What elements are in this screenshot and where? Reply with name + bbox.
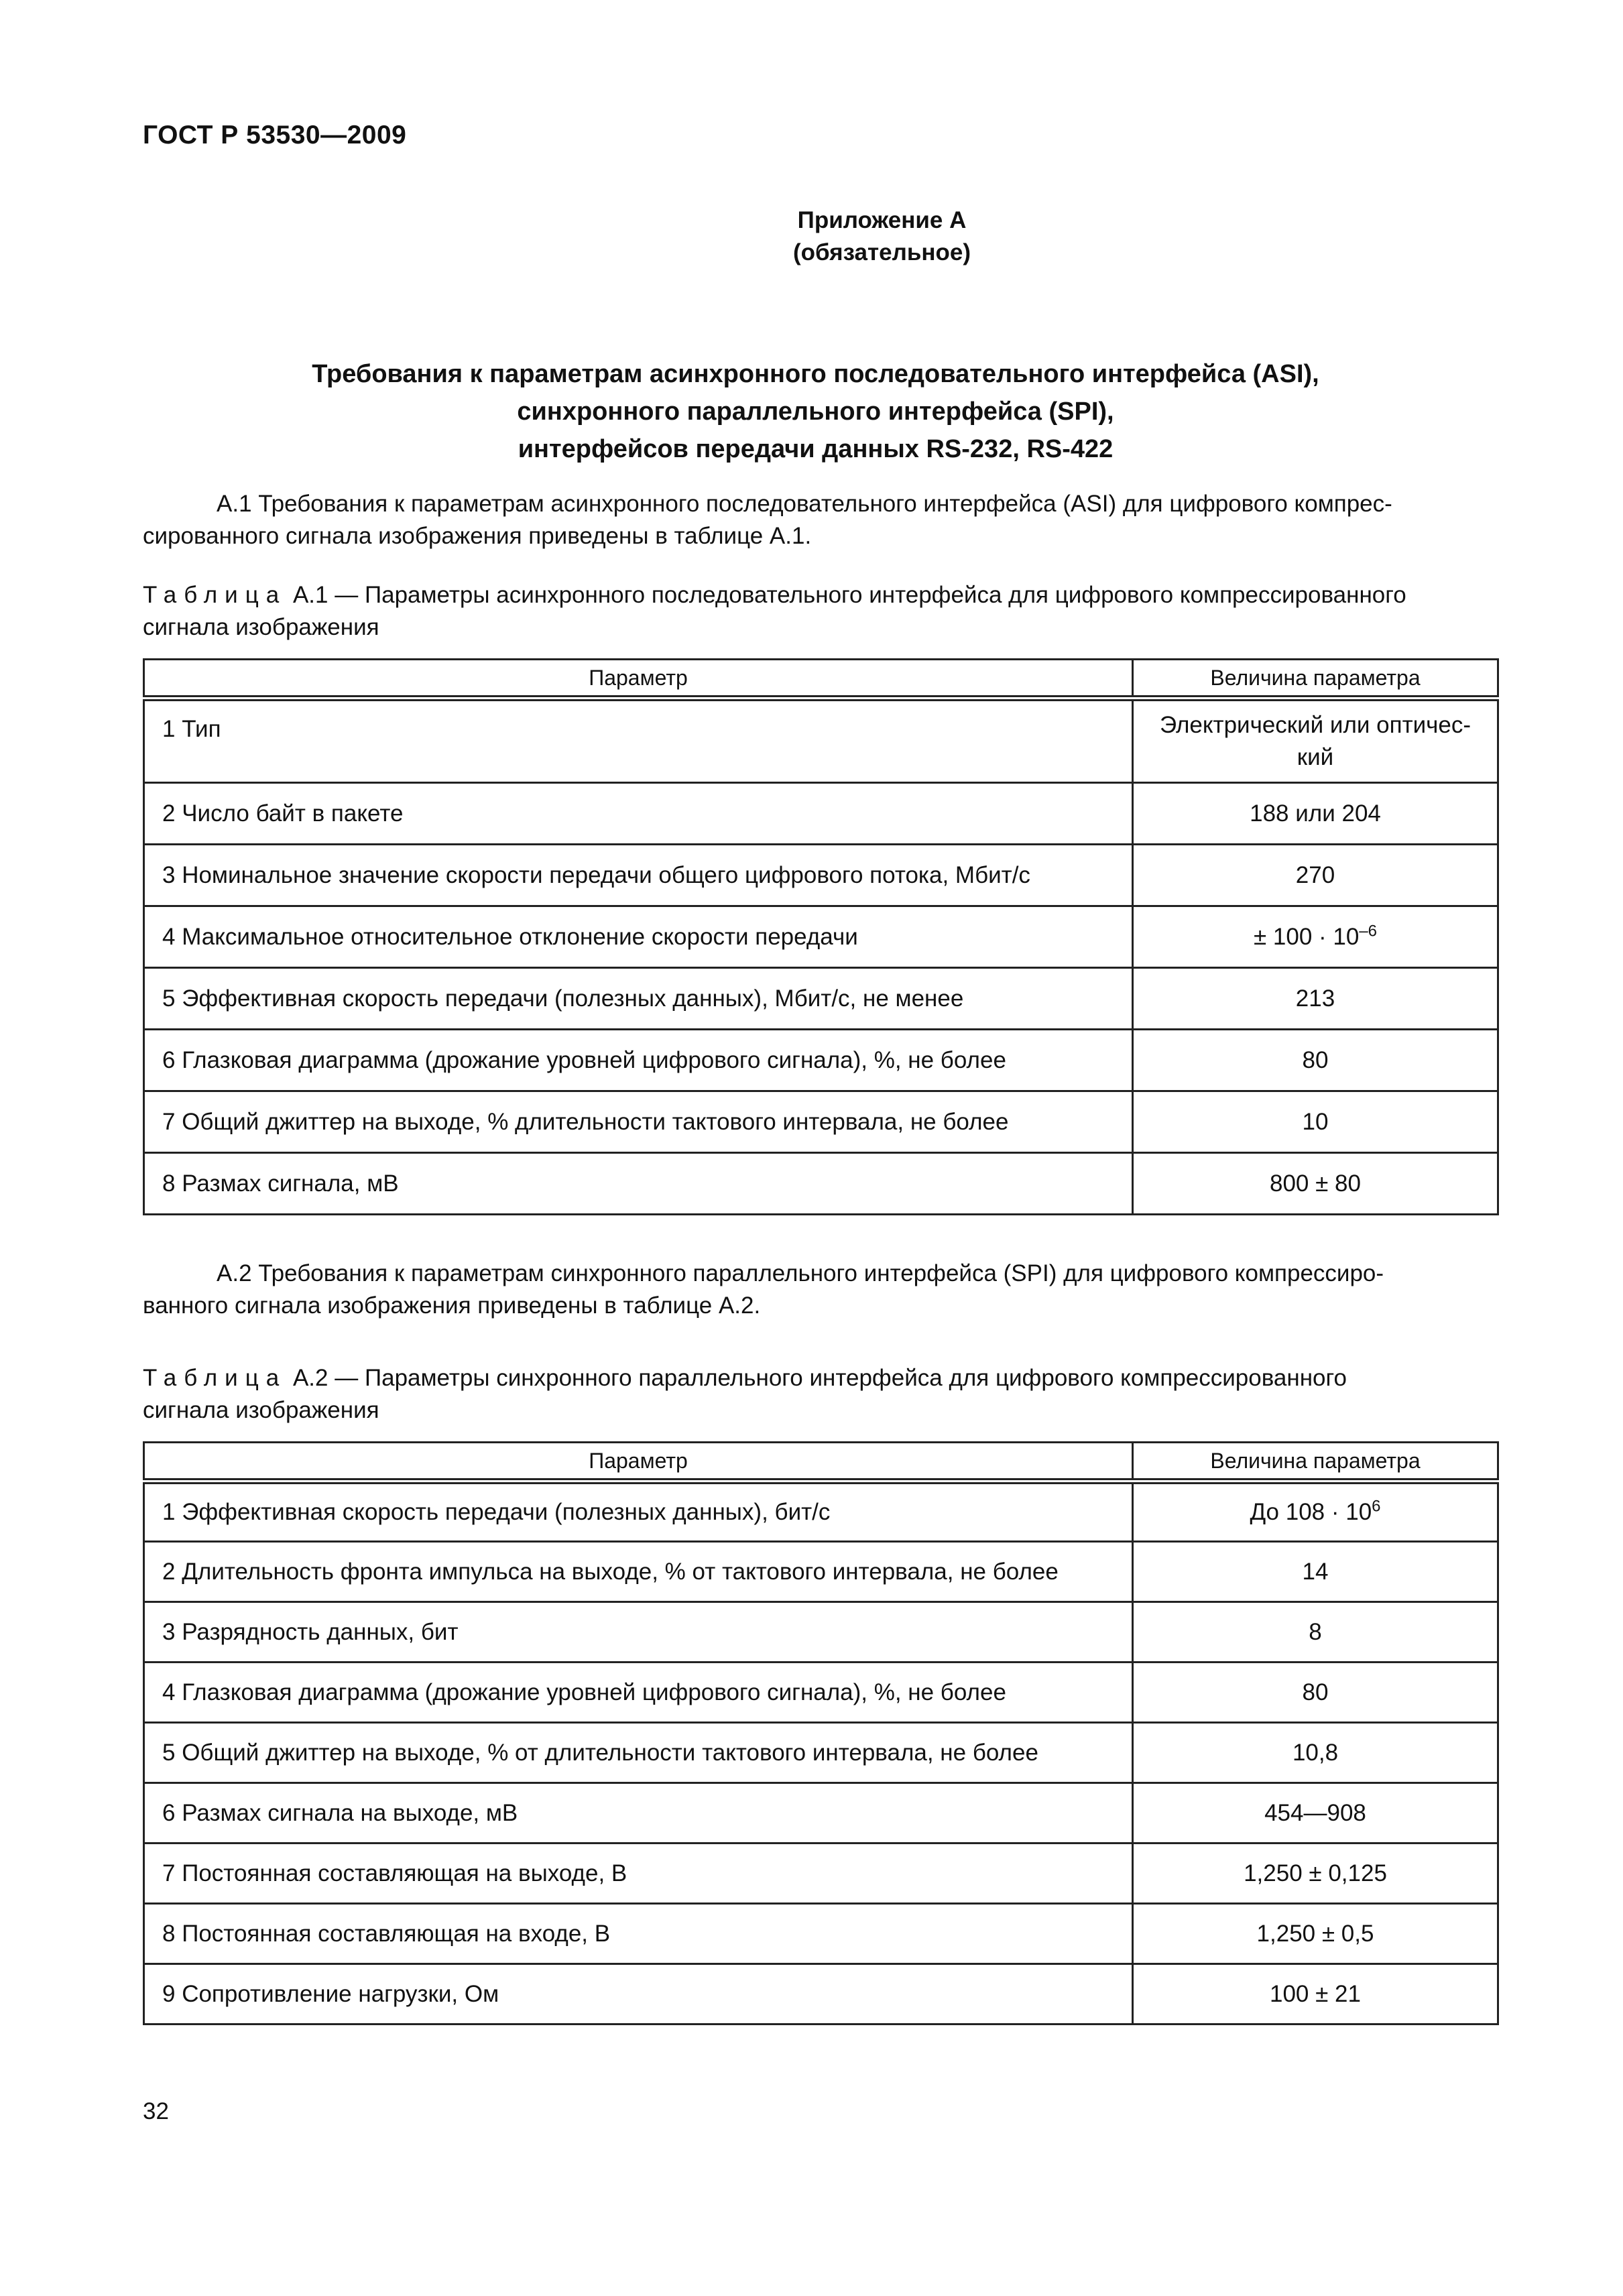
value-text: 14 <box>1302 1558 1329 1585</box>
value-cell <box>1133 1904 1498 1964</box>
value-exponent: 6 <box>1372 1497 1381 1516</box>
section-title-line: интерфейсов передачи данных RS-232, RS-422 <box>518 435 1114 463</box>
table-row <box>144 783 1498 845</box>
table-a1 <box>143 658 1499 1215</box>
column-header: Величина параметра <box>1133 660 1498 699</box>
table-row <box>144 1153 1498 1215</box>
parameter-cell: 1 Тип <box>144 699 1133 783</box>
table-a2-caption <box>143 1362 1497 1427</box>
table-a2 <box>143 1441 1499 2025</box>
value-text: 10 <box>1302 1108 1329 1135</box>
table-row <box>144 968 1498 1030</box>
caption-text: А.2 — Параметры синхронного параллельного интерфейса для цифрового компрессированного <box>286 1365 1347 1391</box>
parameter-cell: 3 Разрядность данных, бит <box>144 1602 1133 1663</box>
parameter-cell: 6 Глазковая диаграмма (дрожание уровней цифрового сигнала), %, не более <box>144 1030 1133 1091</box>
paragraph-line: А.2 Требования к параметрам синхронного параллельного интерфейса (SPI) для цифрового компрессиро- <box>217 1260 1384 1286</box>
parameter-cell: 9 Сопротивление нагрузки, Ом <box>144 1964 1133 2025</box>
table-a1-caption <box>143 579 1497 644</box>
parameter-cell: 6 Размах сигнала на выходе, мВ <box>144 1783 1133 1844</box>
column-header: Параметр <box>144 1443 1133 1482</box>
paragraph-a2 <box>143 1258 1497 1322</box>
paragraph-line: ванного сигнала изображения приведены в таблице А.2. <box>143 1292 761 1319</box>
value-cell <box>1133 968 1498 1030</box>
value-text: 1,250 ± 0,5 <box>1256 1920 1374 1947</box>
value-text: 800 ± 80 <box>1270 1170 1361 1197</box>
value-cell <box>1133 1723 1498 1783</box>
value-text: 188 или 204 <box>1250 800 1381 827</box>
value-cell <box>1133 1663 1498 1723</box>
parameter-cell: 8 Размах сигнала, мВ <box>144 1153 1133 1215</box>
value-text: ± 100 · 10 <box>1253 923 1360 950</box>
parameter-cell: 8 Постоянная составляющая на входе, В <box>144 1904 1133 1964</box>
column-header: Величина параметра <box>1133 1443 1498 1482</box>
appendix-heading <box>0 204 1623 269</box>
table-row <box>144 1091 1498 1153</box>
parameter-cell: 7 Постоянная составляющая на выходе, В <box>144 1844 1133 1904</box>
table-row <box>144 1723 1498 1783</box>
parameter-cell: 5 Общий джиттер на выходе, % от длительности тактового интервала, не более <box>144 1723 1133 1783</box>
table-row <box>144 699 1498 783</box>
value-text: 454—908 <box>1264 1799 1366 1826</box>
caption-text: сигнала изображения <box>143 614 379 640</box>
parameter-cell: 3 Номинальное значение скорости передачи общего цифрового потока, Мбит/с <box>144 845 1133 906</box>
parameter-cell: 5 Эффективная скорость передачи (полезных данных), Мбит/с, не менее <box>144 968 1133 1030</box>
value-text: 100 ± 21 <box>1270 1980 1361 2007</box>
value-text: 213 <box>1295 985 1335 1012</box>
value-cell <box>1133 1844 1498 1904</box>
value-exponent: –6 <box>1359 921 1378 940</box>
table-row <box>144 1904 1498 1964</box>
table-row <box>144 906 1498 968</box>
value-cell <box>1133 906 1498 968</box>
section-title <box>0 355 1623 468</box>
value-text: 1,250 ± 0,125 <box>1244 1860 1387 1886</box>
table-row <box>144 1663 1498 1723</box>
parameter-cell: 7 Общий джиттер на выходе, % длительности тактового интервала, не более <box>144 1091 1133 1153</box>
value-cell <box>1133 1783 1498 1844</box>
value-cell <box>1133 783 1498 845</box>
value-cell <box>1133 699 1498 783</box>
value-text: Электрический или оптичес-кий <box>1159 712 1471 770</box>
table-row <box>144 1542 1498 1602</box>
paragraph-a1 <box>143 488 1497 552</box>
table-row <box>144 1030 1498 1091</box>
paragraph-line: А.1 Требования к параметрам асинхронного последовательного интерфейса (ASI) для цифрового компрес- <box>217 491 1392 517</box>
caption-text: А.1 — Параметры асинхронного последовательного интерфейса для цифрового компрессированного <box>286 582 1406 608</box>
value-text: 80 <box>1302 1046 1329 1073</box>
table-row <box>144 1602 1498 1663</box>
table-header-row <box>144 1443 1498 1482</box>
caption-label: Таблица <box>143 582 287 608</box>
value-text: 10,8 <box>1292 1739 1339 1766</box>
value-cell <box>1133 1542 1498 1602</box>
value-text: До 108 · 10 <box>1250 1499 1372 1525</box>
parameter-cell: 4 Максимальное относительное отклонение скорости передачи <box>144 906 1133 968</box>
appendix-status: (обязательное) <box>792 239 971 265</box>
table-row <box>144 1844 1498 1904</box>
value-cell <box>1133 1091 1498 1153</box>
table-row <box>144 1783 1498 1844</box>
paragraph-line: сированного сигнала изображения приведены в таблице А.1. <box>143 523 812 549</box>
table-row <box>144 1482 1498 1542</box>
table-row <box>144 845 1498 906</box>
caption-text: сигнала изображения <box>143 1397 379 1423</box>
parameter-cell: 2 Длительность фронта импульса на выходе, % от тактового интервала, не более <box>144 1542 1133 1602</box>
section-title-line: Требования к параметрам асинхронного последовательного интерфейса (ASI), <box>312 360 1319 388</box>
value-cell <box>1133 1482 1498 1542</box>
document-header: ГОСТ Р 53530—2009 <box>143 121 407 149</box>
section-title-line: синхронного параллельного интерфейса (SPI), <box>517 398 1114 426</box>
caption-label: Таблица <box>143 1365 287 1391</box>
value-cell <box>1133 845 1498 906</box>
value-text: 270 <box>1295 861 1335 888</box>
value-cell <box>1133 1153 1498 1215</box>
table-row <box>144 1964 1498 2025</box>
value-cell <box>1133 1602 1498 1663</box>
parameter-cell: 2 Число байт в пакете <box>144 783 1133 845</box>
value-text: 80 <box>1302 1679 1329 1705</box>
parameter-cell: 1 Эффективная скорость передачи (полезных данных), бит/с <box>144 1482 1133 1542</box>
value-text: 8 <box>1309 1618 1322 1645</box>
parameter-cell: 4 Глазковая диаграмма (дрожание уровней цифрового сигнала), %, не более <box>144 1663 1133 1723</box>
table-header-row <box>144 660 1498 699</box>
page-number: 32 <box>143 2098 169 2124</box>
value-cell <box>1133 1964 1498 2025</box>
appendix-title: Приложение А <box>797 207 967 233</box>
column-header: Параметр <box>144 660 1133 699</box>
value-cell <box>1133 1030 1498 1091</box>
